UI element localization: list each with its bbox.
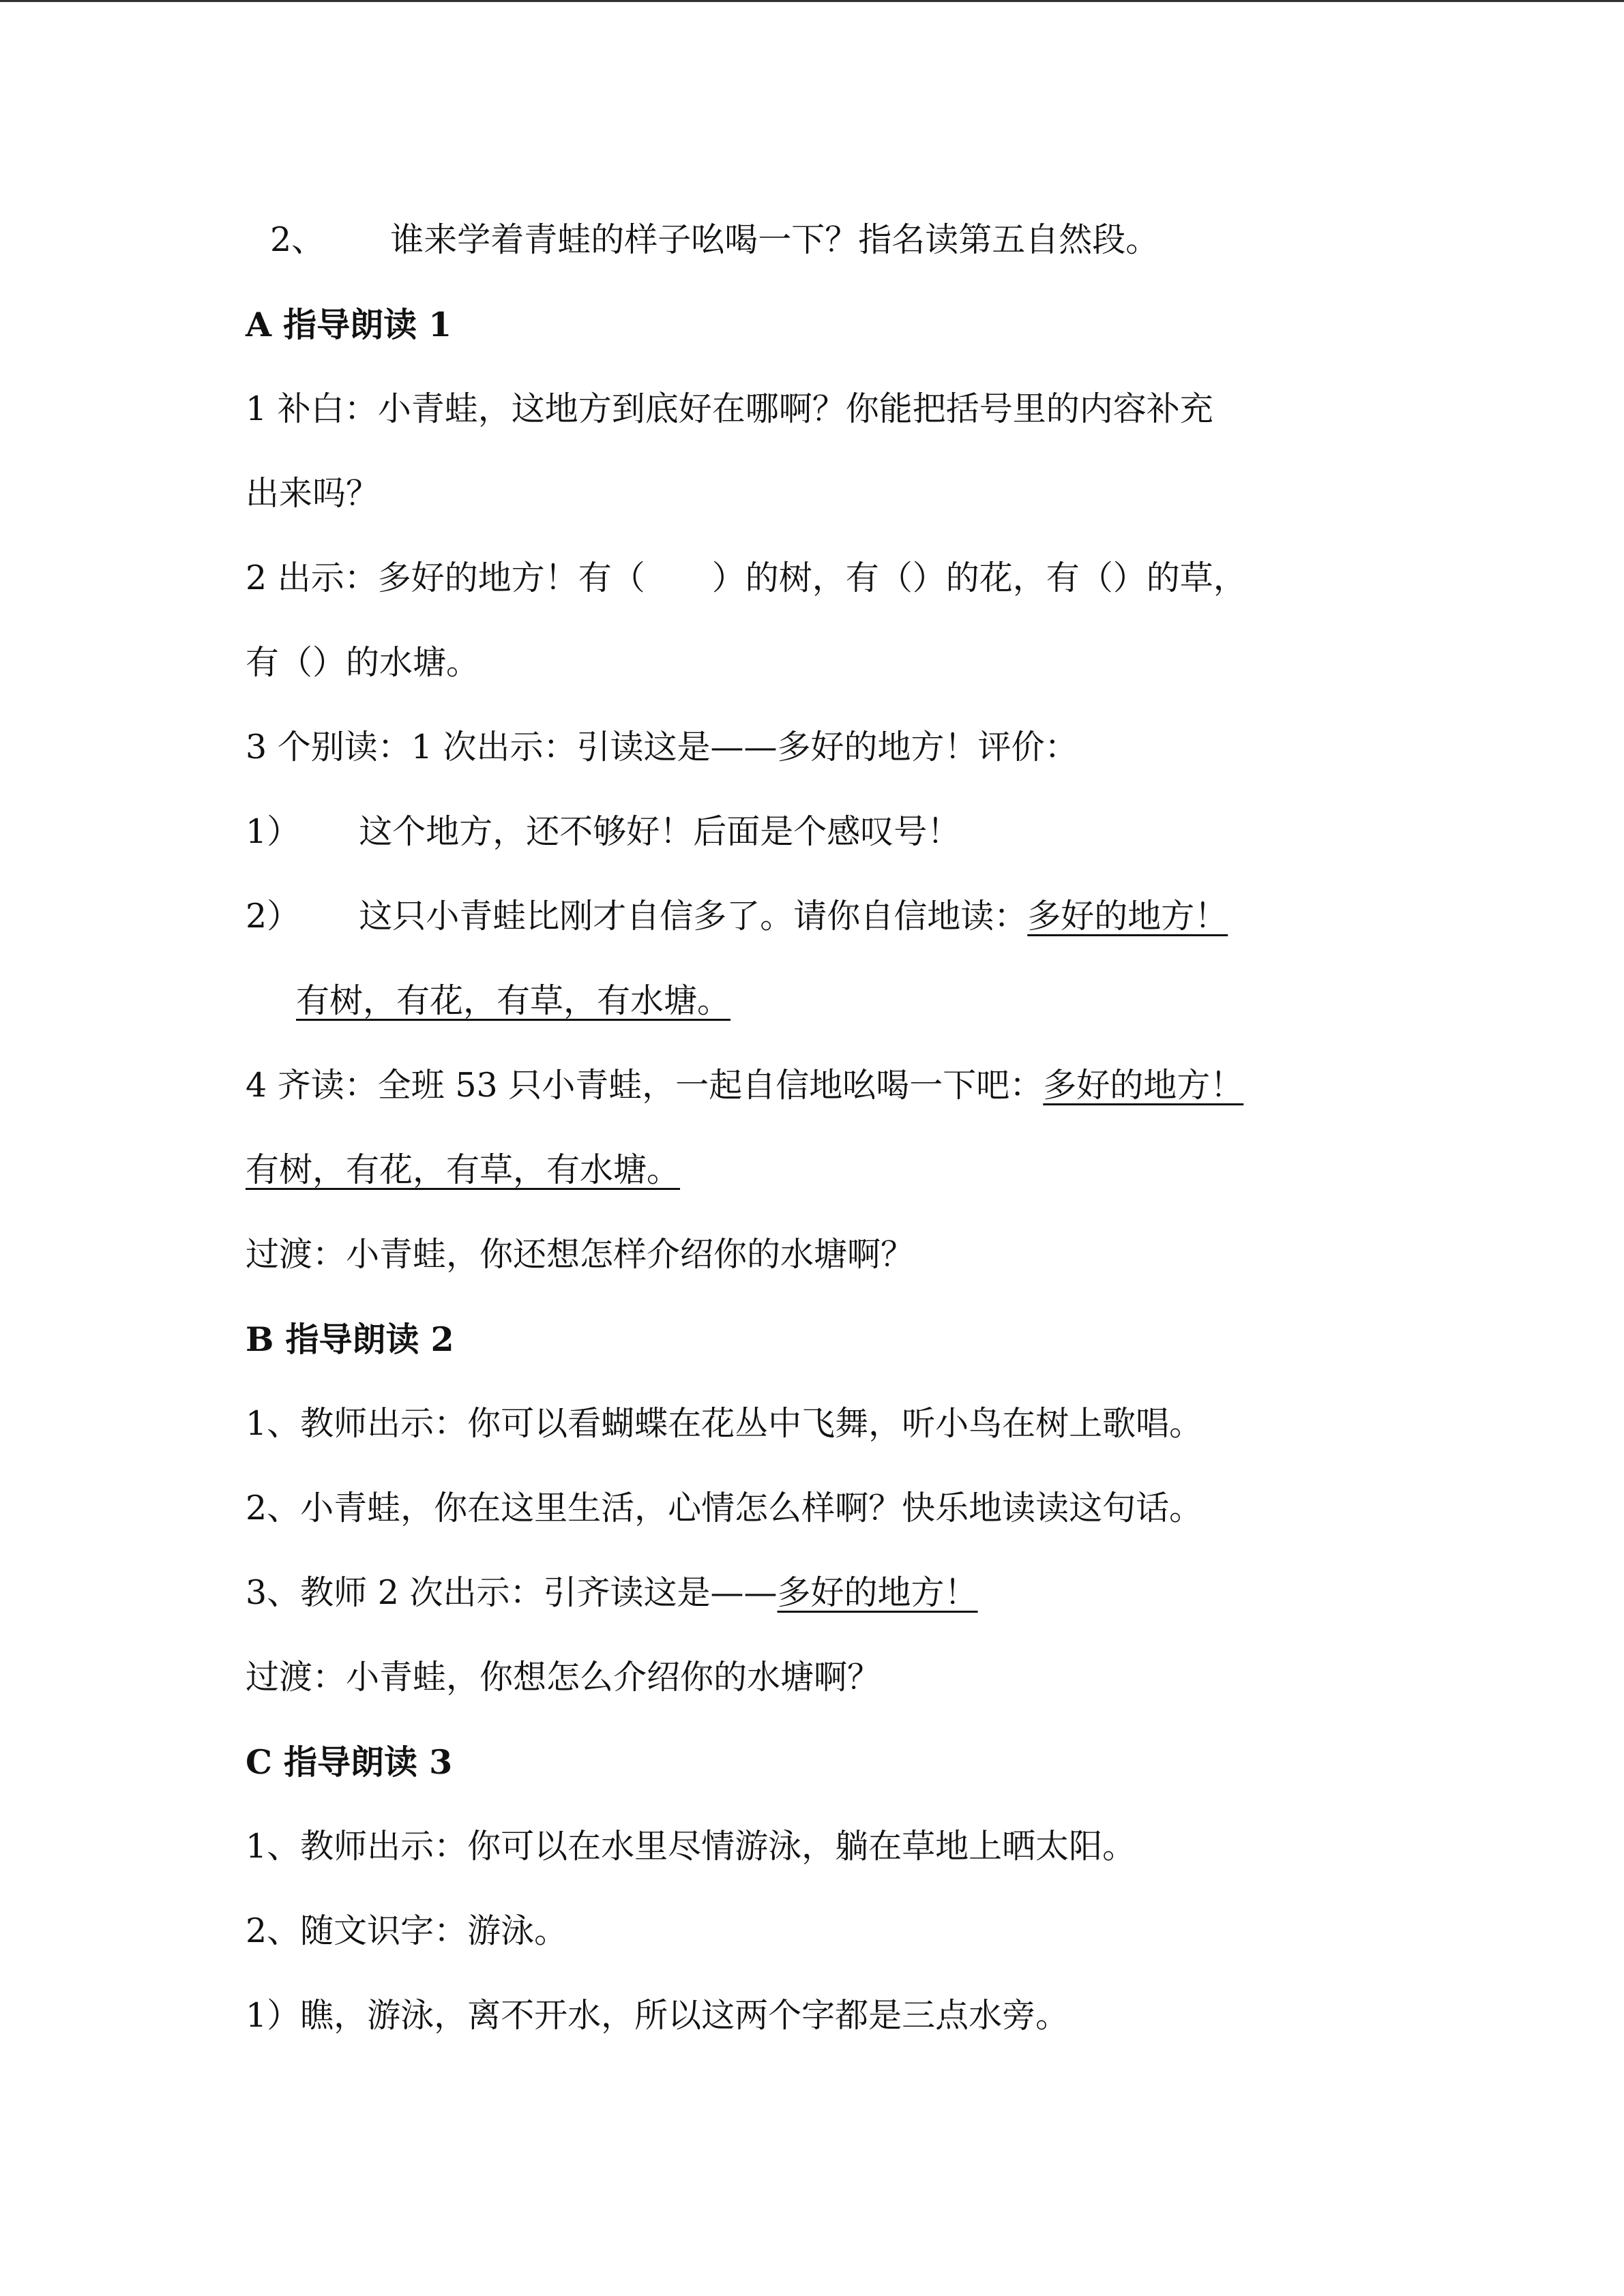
paragraph-line: 1 补白：小青蛙，这地方到底好在哪啊？你能把括号里的内容补充 bbox=[246, 389, 1213, 428]
paragraph-line: 2、随文识字：游泳。 bbox=[246, 1911, 568, 1950]
list-item: 2） 这只小青蛙比刚才自信多了。请你自信地读：多好的地方！ bbox=[246, 897, 1228, 936]
section-heading-b: B 指导朗读 2 bbox=[246, 1320, 454, 1359]
list-number: 2） bbox=[246, 897, 301, 936]
paragraph-line: 2 出示：多好的地方！有（ ）的树，有（）的花，有（）的草， bbox=[246, 558, 1247, 597]
underlined-text: 有树，有花，有草，有水塘。 bbox=[296, 981, 731, 1020]
transition-line: 过渡：小青蛙，你还想怎样介绍你的水塘啊？ bbox=[246, 1235, 915, 1274]
paragraph-line bbox=[246, 1150, 680, 1191]
list-item-continuation bbox=[296, 981, 730, 1022]
paragraph-line: 4 齐读：全班 53 只小青蛙，一起自信地吆喝一下吧：多好的地方！ bbox=[246, 1066, 1244, 1105]
paragraph-line: 1）瞧，游泳，离不开水，所以这两个字都是三点水旁。 bbox=[246, 1996, 1069, 2035]
step-2-line bbox=[270, 220, 1159, 260]
underlined-text: 多好的地方！ bbox=[1043, 1066, 1244, 1105]
paragraph-line: 3 个别读：1 次出示：引读这是——多好的地方！评价： bbox=[246, 728, 1078, 766]
underlined-text: 多好的地方！ bbox=[1027, 897, 1228, 936]
paragraph-line: 出来吗？ bbox=[246, 474, 380, 513]
list-number: 1） bbox=[246, 812, 301, 851]
list-item: 1） 这个地方，还不够好！后面是个感叹号！ bbox=[246, 812, 961, 851]
paragraph-text: 谁来学着青蛙的样子吆喝一下？指名读第五自然段。 bbox=[390, 220, 1160, 259]
underlined-text: 多好的地方！ bbox=[777, 1573, 978, 1612]
list-number: 2、 bbox=[270, 220, 325, 259]
paragraph-line: 2、小青蛙，你在这里生活，心情怎么样啊？快乐地读读这句话。 bbox=[246, 1489, 1203, 1527]
paragraph-line: 1、教师出示：你可以看蝴蝶在花丛中飞舞，听小鸟在树上歌唱。 bbox=[246, 1404, 1203, 1443]
transition-line: 过渡：小青蛙，你想怎么介绍你的水塘啊？ bbox=[246, 1658, 881, 1697]
underlined-text: 有树，有花，有草，有水塘。 bbox=[246, 1150, 681, 1189]
section-heading-a: A 指导朗读 1 bbox=[246, 305, 452, 344]
section-heading-c: C 指导朗读 3 bbox=[246, 1742, 453, 1782]
paragraph-line: 3、教师 2 次出示：引齐读这是——多好的地方！ bbox=[246, 1573, 978, 1612]
paragraph-line: 有（）的水塘。 bbox=[246, 643, 480, 682]
paragraph-line: 1、教师出示：你可以在水里尽情游泳，躺在草地上晒太阳。 bbox=[246, 1827, 1136, 1866]
